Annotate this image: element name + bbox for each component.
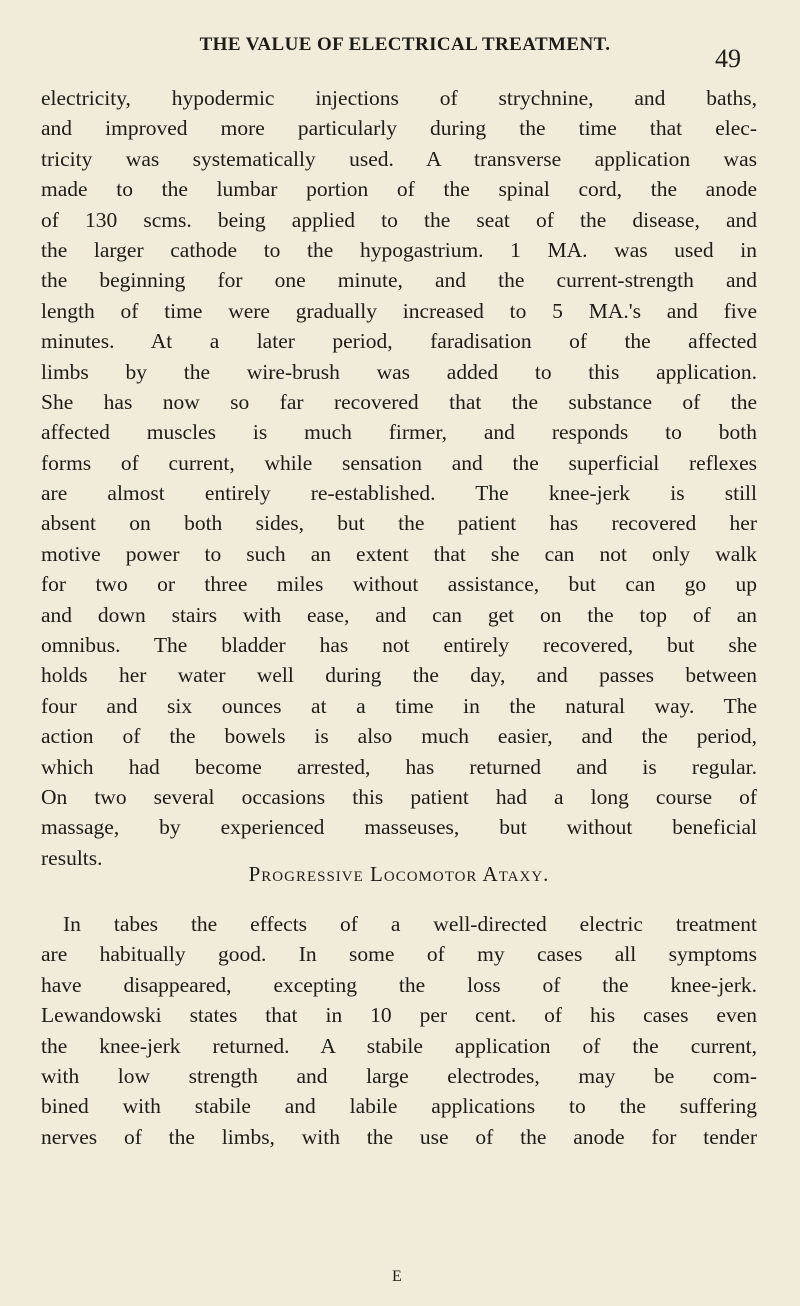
text-line: motive power to such an extent that she can not only walk	[41, 541, 757, 566]
section-heading: Progressive Locomotor Ataxy.	[248, 862, 550, 886]
text-line: affected muscles is much firmer, and responds to both	[41, 420, 757, 445]
text-line: are habitually good. In some of my cases all symptoms	[41, 942, 757, 967]
text-line: Lewandowski states that in 10 per cent. of his cases even	[41, 1003, 757, 1028]
text-line: length of time were gradually increased to 5 MA.'s and five	[41, 298, 757, 323]
text-line: bined with stabile and labile applications to the suffering	[41, 1094, 757, 1119]
text-line: the beginning for one minute, and the current-strength and	[41, 268, 757, 293]
text-line: and down stairs with ease, and can get on the top of an	[41, 602, 757, 627]
text-line: limbs by the wire-brush was added to this application.	[41, 359, 757, 384]
text-line: forms of current, while sensation and the superficial reflexes	[41, 450, 757, 475]
text-line: tricity was systematically used. A transverse application was	[41, 146, 757, 171]
text-line: nerves of the limbs, with the use of the anode for tender	[41, 1124, 757, 1149]
text-line: have disappeared, excepting the loss of the knee-jerk.	[41, 972, 757, 997]
text-line: which had become arrested, has returned and is regular.	[41, 754, 757, 779]
text-line: made to the lumbar portion of the spinal cord, the anode	[41, 177, 757, 202]
text-line: the larger cathode to the hypogastrium. 1 MA. was used in	[41, 237, 757, 262]
running-head: THE VALUE OF ELECTRICAL TREATMENT.	[199, 34, 611, 55]
text-line: minutes. At a later period, faradisation of the affected	[41, 329, 757, 354]
text-line: On two several occasions this patient had a long course of	[41, 784, 757, 809]
text-line: with low strength and large electrodes, may be com-	[41, 1063, 757, 1088]
text-line: the knee-jerk returned. A stabile application of the current,	[41, 1033, 757, 1058]
text-line: absent on both sides, but the patient has recovered her	[41, 511, 757, 536]
text-line: massage, by experienced masseuses, but without beneficial	[41, 815, 757, 840]
text-line: In tabes the effects of a well-directed electric treatment	[63, 912, 757, 936]
text-line: for two or three miles without assistance, but can go up	[41, 572, 757, 597]
text-line: results.	[41, 845, 103, 870]
text-line: omnibus. The bladder has not entirely recovered, but she	[41, 633, 757, 658]
paragraph-2	[41, 909, 757, 1152]
text-line: four and six ounces at a time in the natural way. The	[41, 693, 757, 718]
paragraph-1	[41, 83, 757, 873]
text-line: She has now so far recovered that the substance of the	[41, 389, 757, 414]
page-number: 49	[715, 44, 741, 73]
signature-mark: E	[392, 1268, 402, 1285]
text-line: holds her water well during the day, and passes between	[41, 663, 757, 688]
text-line: of 130 scms. being applied to the seat of the disease, and	[41, 207, 757, 232]
text-line: action of the bowels is also much easier, and the period,	[41, 724, 757, 749]
text-line: are almost entirely re-established. The knee-jerk is still	[41, 481, 757, 506]
text-line: electricity, hypodermic injections of strychnine, and baths,	[41, 86, 757, 110]
text-line: and improved more particularly during the time that elec-	[41, 116, 757, 141]
